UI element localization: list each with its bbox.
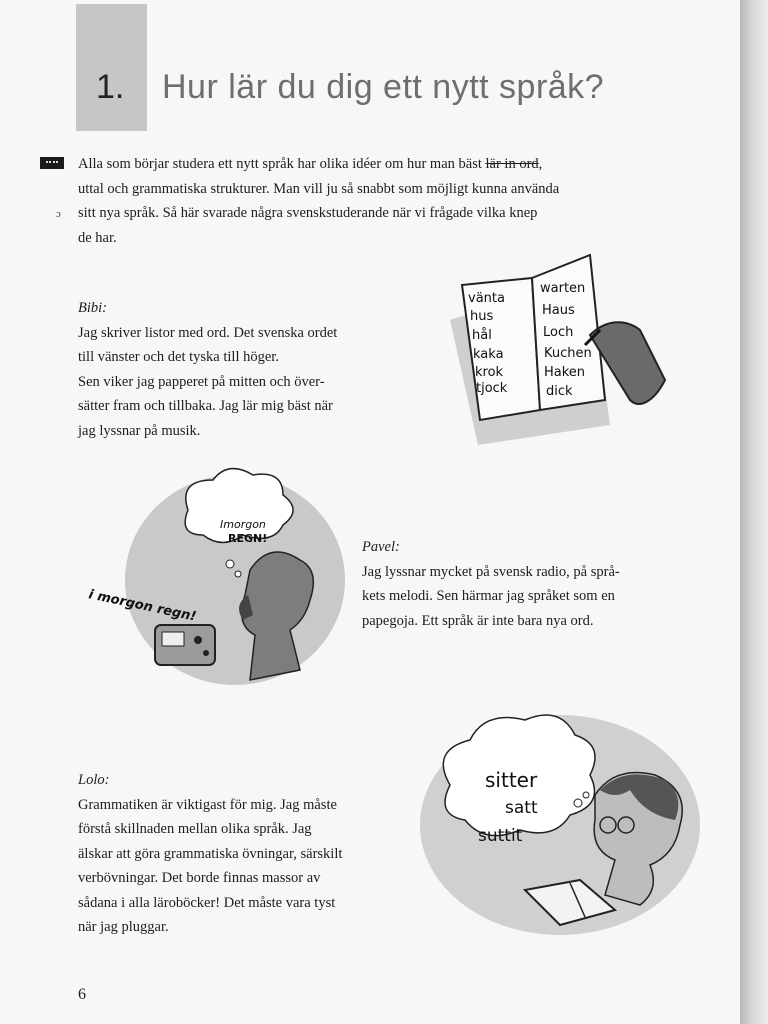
intro-struck-text: lär in ord	[485, 156, 539, 172]
cd-audio-icon	[40, 157, 64, 169]
bibi-name: Bibi:	[78, 300, 107, 316]
bubble-word-2: suttit	[478, 826, 523, 846]
left-word-2: hål	[472, 328, 492, 343]
bubble-word-1: satt	[505, 798, 538, 818]
chapter-title: Hur lär du dig ett nytt språk?	[162, 68, 605, 106]
parrot-man-illustration	[60, 460, 350, 700]
bibi-section	[78, 296, 408, 443]
intro-text-end: , uttal och grammatiska strukturer. Man vill ju så snabbt som möjligt kunna använda sitt nya språk. Så här svarade några svenskstuderande när vi frågade vilka knep de har.	[78, 156, 560, 246]
left-word-3: kaka	[473, 347, 504, 362]
bibi-text: Jag skriver listor med ord. Det svenska ordet till vänster och det tyska till höger. Sen viker jag papperet på mitten och över- sätter fram och tillbaka. Jag lär mig bäst när jag lyssnar på musik.	[78, 324, 338, 439]
right-word-2: Loch	[543, 325, 574, 340]
left-word-0: vänta	[468, 291, 505, 306]
right-word-0: warten	[540, 281, 586, 296]
grammar-student-illustration	[410, 705, 710, 955]
book-spine-shadow	[740, 0, 768, 1024]
bubble-line-1: Imorgon	[220, 518, 266, 531]
bubble-word-0: sitter	[485, 768, 538, 792]
intro-text-start: Alla som börjar studera ett nytt språk har olika idéer om hur man bäst	[78, 156, 486, 172]
chapter-number: 1.	[96, 68, 125, 106]
right-word-3: Kuchen	[544, 346, 592, 361]
bubble-line-2: REGN!	[228, 532, 268, 545]
left-word-4: krok	[475, 365, 504, 380]
right-word-5: dick	[546, 384, 573, 399]
right-word-4: Haken	[544, 365, 586, 380]
pavel-text: Jag lyssnar mycket på svensk radio, på språ- kets melodi. Sen härmar jag språket som en papegoja. Ett språk är inte bara nya ord.	[362, 563, 620, 629]
left-word-5: tjock	[476, 381, 508, 396]
lolo-section	[78, 768, 408, 940]
pavel-name: Pavel:	[362, 539, 400, 555]
margin-mark: ɔ	[56, 208, 61, 220]
lolo-text: Grammatiken är viktigast för mig. Jag måste förstå skillnaden mellan olika språk. Jag älskar att göra grammatiska övningar, särskilt verbövningar. Det borde finnas massor av sådana i alla läroböcker! Det måste vara tyst när jag pluggar.	[78, 796, 343, 935]
spoken-text: i morgon regn!	[87, 587, 198, 625]
intro-paragraph	[78, 152, 678, 250]
word-list-illustration	[440, 250, 680, 450]
left-word-1: hus	[470, 309, 494, 324]
right-word-1: Haus	[542, 303, 575, 318]
page-number: 6	[78, 986, 86, 1003]
pavel-section	[362, 535, 692, 633]
lolo-name: Lolo:	[78, 772, 110, 788]
